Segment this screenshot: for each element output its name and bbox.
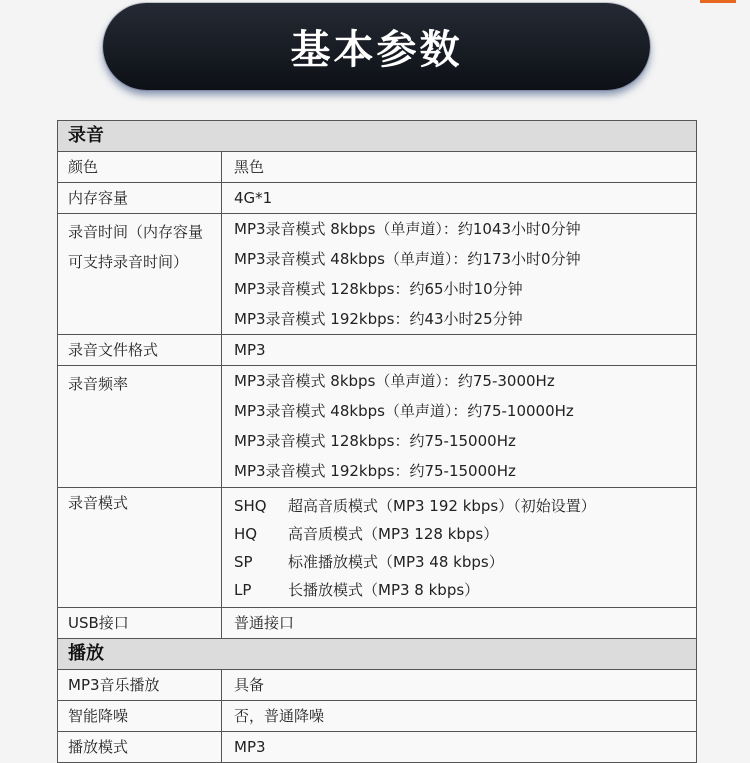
row-value: MP3: [234, 738, 266, 756]
row-value: [222, 366, 696, 487]
mode-code: HQ: [234, 525, 258, 543]
mode-desc: 超高音质模式（MP3 192 kbps）（初始设置）: [288, 497, 596, 515]
mode-desc: 高音质模式（MP3 128 kbps）: [288, 525, 499, 543]
row-value: [222, 488, 696, 607]
row-label: 录音模式: [58, 488, 222, 607]
row-label: 内存容量: [58, 183, 222, 213]
row-value: 4G*1: [234, 189, 273, 207]
row-value: 否，普通降噪: [234, 707, 325, 725]
mode-line: [234, 492, 696, 520]
row-label: 颜色: [58, 152, 222, 182]
mode-line: [234, 548, 696, 576]
row-noise-reduction: [58, 701, 696, 732]
value-line: MP3录音模式 8kbps（单声道）：约1043小时0分钟: [234, 220, 581, 238]
row-label-line: 录音时间（内存容量: [68, 223, 204, 241]
row-label: USB接口: [58, 608, 222, 638]
row-label: 智能降噪: [58, 701, 222, 731]
row-mp3-playback: [58, 670, 696, 701]
title-banner: [103, 3, 650, 90]
value-line: MP3录音模式 192kbps：约75-15000Hz: [234, 462, 516, 480]
page-title: 基本参数: [290, 27, 463, 73]
mode-line: [234, 520, 696, 548]
mode-desc: 长播放模式（MP3 8 kbps）: [288, 581, 480, 599]
corner-accent-bar: [700, 0, 736, 3]
row-value: 黑色: [234, 158, 265, 176]
value-line: MP3录音模式 8kbps（单声道）：约75-3000Hz: [234, 372, 555, 390]
row-value: MP3: [234, 341, 266, 359]
row-value: [222, 214, 696, 334]
spec-table: [57, 120, 697, 763]
row-label: 录音文件格式: [58, 335, 222, 365]
mode-line: [234, 576, 696, 604]
row-color: [58, 152, 696, 183]
row-label: MP3音乐播放: [58, 670, 222, 700]
value-line: MP3录音模式 48kbps（单声道）：约75-10000Hz: [234, 402, 574, 420]
row-value: 普通接口: [234, 614, 295, 632]
row-usb: [58, 608, 696, 639]
value-line: MP3录音模式 192kbps：约43小时25分钟: [234, 310, 523, 328]
row-recording-time: [58, 214, 696, 335]
row-file-format: [58, 335, 696, 366]
mode-code: SP: [234, 553, 253, 571]
value-line: MP3录音模式 48kbps（单声道）：约173小时0分钟: [234, 250, 581, 268]
row-label: 播放模式: [58, 732, 222, 762]
row-label-line: 可支持录音时间）: [68, 253, 189, 271]
mode-code: SHQ: [234, 497, 267, 515]
row-value: 具备: [234, 676, 265, 694]
row-frequency: [58, 366, 696, 488]
value-line: MP3录音模式 128kbps：约65小时10分钟: [234, 280, 523, 298]
row-recording-mode: [58, 488, 696, 608]
mode-code: LP: [234, 581, 252, 599]
value-line: MP3录音模式 128kbps：约75-15000Hz: [234, 432, 516, 450]
section-header-playback: 播放: [58, 639, 696, 670]
row-label: 录音频率: [58, 366, 222, 487]
row-label: [58, 214, 222, 334]
section-header-recording: 录音: [58, 121, 696, 152]
mode-desc: 标准播放模式（MP3 48 kbps）: [288, 553, 504, 571]
row-playback-mode: [58, 732, 696, 763]
row-memory: [58, 183, 696, 214]
